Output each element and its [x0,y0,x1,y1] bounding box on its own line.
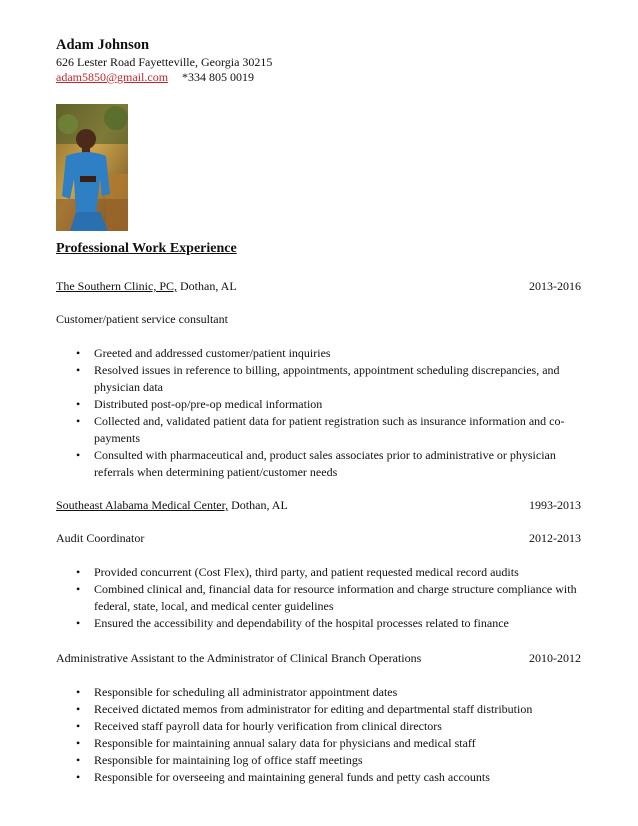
job-header [56,498,581,513]
role-title: Customer/patient service consultant [56,312,228,326]
job-header [56,279,581,294]
employer-location: Dothan, AL [177,279,237,293]
applicant-address: 626 Lester Road Fayetteville, Georgia 30215 [56,55,273,69]
employment-years: 1993-2013 [529,498,581,512]
role-years: 2012-2013 [529,531,581,545]
role-header [56,531,581,546]
list-item: • Consulted with pharmaceutical and, product sales associates prior to administrative or physician referrals when determining patient/customer needs [56,447,586,481]
employer-line [56,498,288,513]
duties-list [56,684,586,786]
list-item: • Collected and, validated patient data for patient registration such as insurance information and co-payments [56,413,586,447]
phone-number: *334 805 0019 [182,70,255,84]
list-item: • Greeted and addressed customer/patient inquiries [56,345,586,362]
role-years: 2010-2012 [529,651,581,665]
list-item: • Ensured the accessibility and dependability of the hospital processes related to finance [56,615,586,632]
employer-location: Dothan, AL [228,498,288,512]
list-item: • Resolved issues in reference to billing, appointments, appointment scheduling discrepancies, and physician data [56,362,586,396]
employment-years: 2013-2016 [529,279,581,293]
role-title: Audit Coordinator [56,531,145,545]
list-item: • Responsible for maintaining annual salary data for physicians and medical staff [56,735,586,752]
list-item: • Provided concurrent (Cost Flex), third party, and patient requested medical record audits [56,564,586,581]
employer-name: Southeast Alabama Medical Center, [56,498,229,512]
contact-line [56,70,254,85]
profile-photo [56,104,128,231]
list-item: • Responsible for maintaining log of office staff meetings [56,752,586,769]
role-header [56,651,581,666]
applicant-name: Adam Johnson [56,37,150,53]
list-item: • Responsible for scheduling all administrator appointment dates [56,684,586,701]
list-item: • Combined clinical and, financial data for resource information and charge structure compliance with federal, state, local, and medical center guidelines [56,581,586,615]
email-link[interactable]: adam5850@gmail.com [56,70,169,84]
role-title: Administrative Assistant to the Administrator of Clinical Branch Operations [56,651,422,665]
list-item: • Received dictated memos from administrator for editing and departmental staff distribution [56,701,586,718]
employer-name: The Southern Clinic, PC, [56,279,177,293]
list-item: • Responsible for overseeing and maintaining general funds and petty cash accounts [56,769,586,786]
list-item: • Distributed post-op/pre-op medical information [56,396,586,413]
duties-list [56,345,586,481]
list-item: • Received staff payroll data for hourly verification from clinical directors [56,718,586,735]
duties-list [56,564,586,632]
section-title: Professional Work Experience [56,241,237,256]
employer-line [56,279,237,294]
